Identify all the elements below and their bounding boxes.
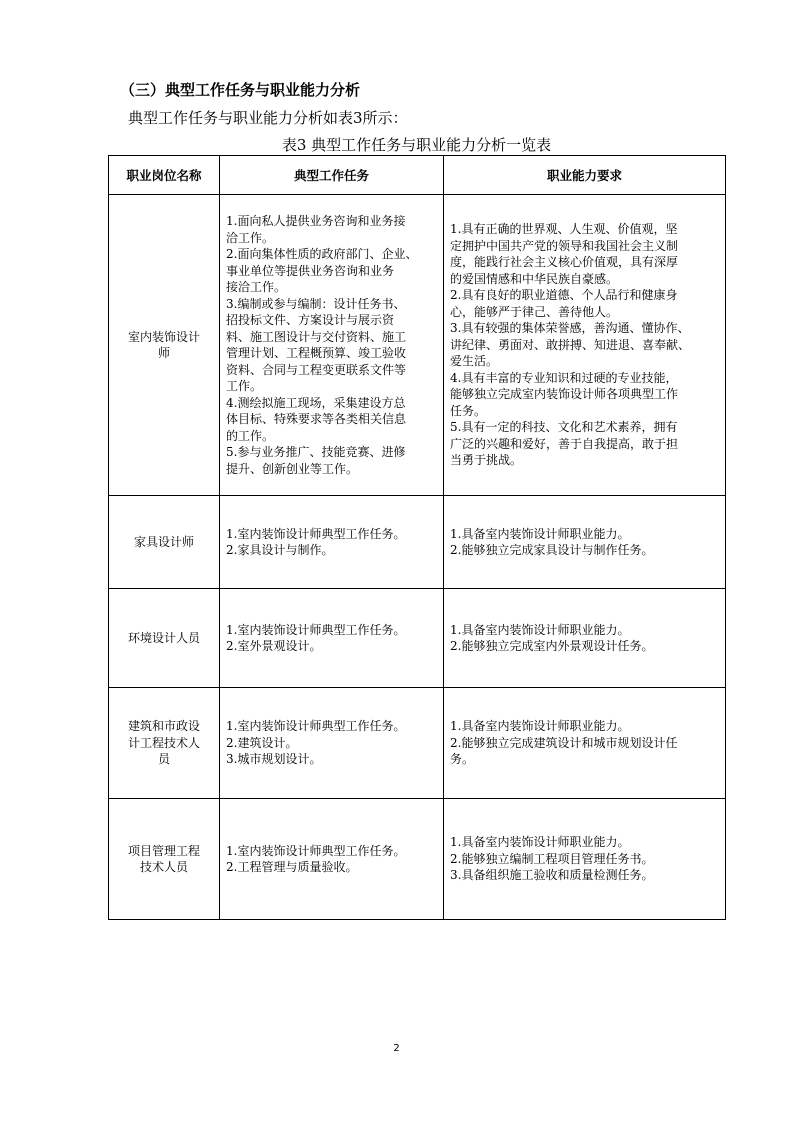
- abilities-cell: [444, 688, 726, 799]
- task-line: 1.室内装饰设计师典型工作任务。: [226, 719, 406, 734]
- tasks-cell: [220, 496, 444, 589]
- task-line: 1.室内装饰设计师典型工作任务。: [226, 622, 406, 637]
- abilities-cell: [444, 589, 726, 688]
- ability-line: 的爱国情感和中华民族自豪感。: [450, 271, 619, 286]
- abilities-cell: [444, 496, 726, 589]
- task-line: 招投标文件、方案设计与展示资: [226, 313, 395, 327]
- position-cell: [109, 688, 220, 799]
- position-cell: [109, 496, 220, 589]
- ability-line: 1.具备室内装饰设计师职业能力。: [450, 719, 630, 734]
- ability-line: 1.具备室内装饰设计师职业能力。: [450, 622, 630, 637]
- section-heading: （三）典型工作任务与职业能力分析: [120, 81, 361, 99]
- task-line: 事业单位等提供业务咨询和业务: [226, 263, 395, 278]
- table-row: [109, 799, 726, 920]
- position-line: 师: [157, 346, 170, 360]
- ability-analysis-table: [108, 155, 726, 920]
- task-line: 5.参与业务推广、技能竞赛、进修: [226, 445, 406, 459]
- position-line: 环境设计人员: [127, 630, 200, 645]
- ability-line: 5.具有一定的科技、文化和艺术素养，拥有: [450, 420, 678, 435]
- task-line: 资料、合同与工程变更联系文件等: [226, 362, 407, 377]
- header-tasks: 典型工作任务: [220, 156, 444, 195]
- task-line: 2.室外景观设计。: [226, 639, 322, 653]
- position-cell: [109, 589, 220, 688]
- task-line: 洽工作。: [226, 230, 275, 245]
- header-abilities: 职业能力要求: [444, 156, 726, 195]
- position-line: 项目管理工程: [127, 843, 200, 858]
- task-line: 1.室内装饰设计师典型工作任务。: [226, 843, 406, 858]
- ability-line: 2.能够独立完成建筑设计和城市规划设计任: [450, 735, 678, 750]
- ability-line: 2.能够独立完成家具设计与制作任务。: [450, 543, 654, 557]
- task-line: 接洽工作。: [226, 280, 287, 294]
- task-line: 管理计划、工程概预算、竣工验收: [226, 346, 407, 360]
- ability-line: 1.具有正确的世界观、人生观、价值观，坚: [450, 222, 678, 237]
- task-line: 2.建筑设计。: [226, 735, 298, 750]
- position-line: 员: [157, 752, 170, 767]
- ability-line: 定拥护中国共产党的领导和我国社会主义制: [450, 238, 679, 253]
- task-line: 3.城市规划设计。: [226, 752, 322, 767]
- position-cell: [109, 799, 220, 920]
- task-line: 工作。: [226, 379, 263, 393]
- ability-line: 2.能够独立完成室内外景观设计任务。: [450, 639, 654, 653]
- ability-line: 2.能够独立编制工程项目管理任务书。: [450, 851, 654, 866]
- table-row: [109, 195, 726, 496]
- header-position: 职业岗位名称: [109, 156, 220, 195]
- position-line: 计工程技术人: [127, 735, 200, 750]
- intro-paragraph: 典型工作任务与职业能力分析如表3所示：: [128, 109, 408, 127]
- tasks-cell: [220, 799, 444, 920]
- task-line: 4.测绘拟施工现场，采集建设方总: [226, 395, 406, 410]
- table-row: [109, 589, 726, 688]
- ability-line: 讲纪律、勇面对、敢拼搏、知进退、喜奉献、: [450, 337, 691, 352]
- ability-line: 3.具有较强的集体荣誉感，善沟通、懂协作、: [450, 321, 690, 336]
- table-caption: 表3 典型工作任务与职业能力分析一览表: [281, 136, 552, 154]
- ability-line: 4.具有丰富的专业知识和过硬的专业技能，: [450, 370, 678, 385]
- table-header-row: [109, 156, 726, 195]
- position-line: 家具设计师: [133, 534, 194, 549]
- ability-line: 2.具有良好的职业道德、个人品行和健康身: [450, 288, 678, 303]
- task-line: 1.室内装饰设计师典型工作任务。: [226, 526, 406, 541]
- position-cell: [109, 195, 220, 496]
- ability-line: 度，能践行社会主义核心价值观，具有深厚: [450, 255, 679, 270]
- tasks-cell: [220, 589, 444, 688]
- ability-line: 广泛的兴趣和爱好，善于自我提高，敢于担: [450, 436, 679, 451]
- position-line: 室内装饰设计: [127, 329, 200, 344]
- position-line: 建筑和市政设: [127, 719, 200, 734]
- abilities-cell: [444, 195, 726, 496]
- ability-line: 3.具备组织施工验收和质量检测任务。: [450, 868, 654, 883]
- abilities-cell: [444, 799, 726, 920]
- task-line: 的工作。: [226, 428, 275, 443]
- ability-line: 当勇于挑战。: [450, 453, 523, 468]
- ability-line: 1.具备室内装饰设计师职业能力。: [450, 526, 630, 541]
- task-line: 2.家具设计与制作。: [226, 543, 334, 557]
- task-line: 提升、创新创业等工作。: [226, 461, 359, 476]
- ability-line: 任务。: [450, 403, 487, 418]
- task-line: 2.工程管理与质量验收。: [226, 860, 358, 874]
- task-line: 2.面向集体性质的政府部门、企业、: [226, 247, 418, 261]
- ability-line: 1.具备室内装饰设计师职业能力。: [450, 835, 630, 850]
- task-line: 体目标、特殊要求等各类相关信息: [226, 412, 407, 426]
- page-number: 2: [393, 1043, 400, 1054]
- ability-line: 能够独立完成室内装饰设计师各项典型工作: [450, 387, 679, 402]
- position-line: 技术人员: [139, 860, 188, 874]
- tasks-cell: [220, 688, 444, 799]
- ability-line: 心，能够严于律己、善待他人。: [450, 304, 619, 319]
- ability-line: 爱生活。: [450, 354, 499, 369]
- task-line: 1.面向私人提供业务咨询和业务接: [226, 214, 406, 228]
- task-line: 料、施工图设计与交付资料、施工: [226, 329, 407, 344]
- tasks-cell: [220, 195, 444, 496]
- task-line: 3.编制或参与编制：设计任务书、: [226, 296, 406, 311]
- table-row: [109, 496, 726, 589]
- table-row: [109, 688, 726, 799]
- ability-line: 务。: [450, 752, 475, 767]
